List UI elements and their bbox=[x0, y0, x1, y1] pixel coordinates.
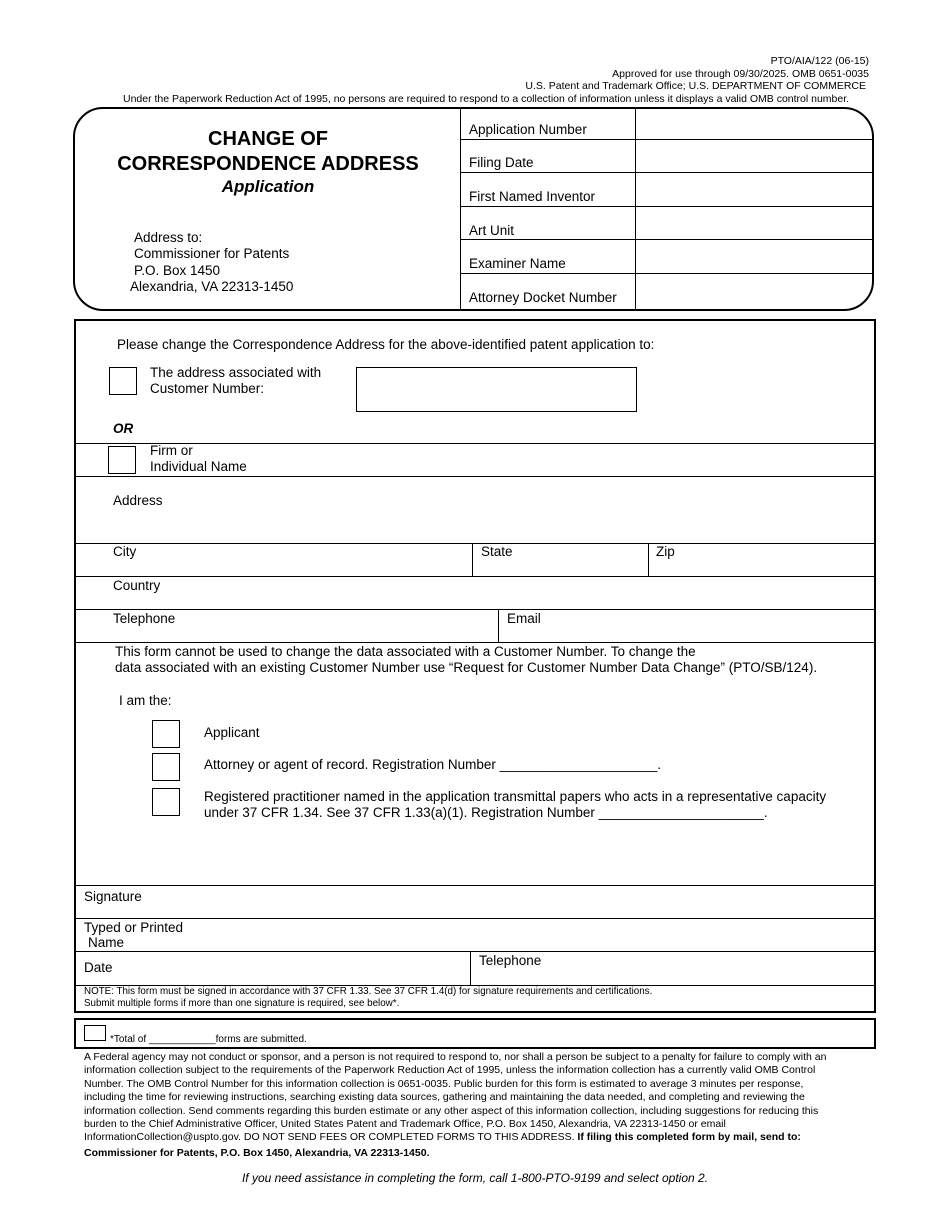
first-named-inventor-label: First Named Inventor bbox=[469, 189, 596, 204]
application-number-label: Application Number bbox=[469, 122, 587, 137]
burden-mail-instruction: If filing this completed form by mail, send to: bbox=[577, 1131, 801, 1144]
attorney-checkbox[interactable] bbox=[152, 753, 180, 781]
firm-label-2: Individual Name bbox=[150, 459, 247, 474]
paperwork-notice: Under the Paperwork Reduction Act of 1995, no persons are required to respond to a collection of information unless it displays a valid OMB control number. bbox=[123, 93, 850, 105]
practitioner-option-2: under 37 CFR 1.34. See 37 CFR 1.33(a)(1). Registration Number ______________________. bbox=[204, 805, 768, 820]
examiner-name-label: Examiner Name bbox=[469, 256, 566, 271]
form-subtitle: Application bbox=[221, 177, 315, 196]
customer-number-input[interactable] bbox=[356, 367, 637, 412]
email-label: Email bbox=[507, 611, 541, 626]
signature-note-2: Submit multiple forms if more than one signature is required, see below*. bbox=[84, 998, 400, 1009]
total-forms-checkbox[interactable] bbox=[84, 1025, 106, 1041]
burden-line: information collection subject to the requirements of the Paperwork Reduction Act of 1995, unless the information collection has a currently valid OMB Control bbox=[84, 1064, 816, 1077]
applicant-checkbox[interactable] bbox=[152, 720, 180, 748]
typed-name-label-2: Name bbox=[88, 935, 125, 950]
or-separator: OR bbox=[113, 421, 134, 436]
intro-text: Please change the Correspondence Address for the above-identified patent application to: bbox=[117, 337, 655, 352]
practitioner-option-1: Registered practitioner named in the application transmittal papers who acts in a representative capacity bbox=[204, 789, 827, 804]
burden-line: A Federal agency may not conduct or sponsor, and a person is not required to respond to, nor shall a person be subject to a penalty for failure to comply with an bbox=[84, 1051, 827, 1063]
title-line-2: CORRESPONDENCE ADDRESS bbox=[117, 153, 419, 175]
burden-line: Number. The OMB Control Number for this information collection is 0651-0035. Public burden for this form is estimated to average 3 minutes per response, bbox=[84, 1077, 804, 1090]
customer-number-note-1: This form cannot be used to change the data associated with a Customer Number. To change the bbox=[115, 644, 696, 659]
zip-label: Zip bbox=[656, 544, 675, 559]
firm-name-checkbox[interactable] bbox=[108, 446, 136, 474]
country-label: Country bbox=[113, 578, 161, 593]
total-forms-text: *Total of ____________forms are submitted. bbox=[110, 1034, 307, 1045]
customer-number-note-2: data associated with an existing Customer Number use “Request for Customer Number Data Change” (PTO/SB/124). bbox=[115, 660, 818, 675]
address-to-line-4: Alexandria, VA 22313-1450 bbox=[130, 279, 294, 294]
burden-line: including the time for reviewing instructions, searching existing data sources, gathering and maintaining the data needed, and completing and reviewing the bbox=[84, 1091, 805, 1104]
assistance-footer: If you need assistance in completing the form, call 1-800-PTO-9199 and select option 2. bbox=[241, 1171, 709, 1185]
burden-mail-address: Commissioner for Patents, P.O. Box 1450, Alexandria, VA 22313-1450. bbox=[84, 1146, 430, 1159]
address-to-line-2: Commissioner for Patents bbox=[134, 246, 290, 261]
burden-line: information collection. Send comments regarding this burden estimate or any other aspect of this information collection, including suggestions for reducing this bbox=[84, 1104, 819, 1117]
address-label: Address bbox=[113, 493, 163, 508]
burden-email-line: InformationCollection@uspto.gov. DO NOT SEND FEES OR COMPLETED FORMS TO THIS ADDRESS. bbox=[84, 1131, 578, 1144]
signature-note-1: NOTE: This form must be signed in accordance with 37 CFR 1.33. See 37 CFR 1.4(d) for signature requirements and certifications. bbox=[84, 986, 653, 997]
title-line-1: CHANGE OF bbox=[208, 128, 328, 150]
agency-name: U.S. Patent and Trademark Office; U.S. DEPARTMENT OF COMMERCE bbox=[525, 80, 866, 92]
firm-label-1: Firm or bbox=[150, 443, 193, 458]
i-am-the-label: I am the: bbox=[119, 693, 172, 708]
burden-statement bbox=[84, 1051, 826, 1160]
burden-line bbox=[84, 1131, 826, 1144]
signature-label: Signature bbox=[84, 889, 142, 904]
art-unit-label: Art Unit bbox=[469, 223, 515, 238]
typed-name-label-1: Typed or Printed bbox=[84, 920, 184, 935]
filing-date-label: Filing Date bbox=[469, 155, 534, 170]
burden-line: burden to the Chief Administrative Officer, United States Patent and Trademark Office, P.O. Box 1450, Alexandria, VA 22313-1450 or email bbox=[84, 1118, 726, 1131]
telephone-label: Telephone bbox=[113, 611, 176, 626]
omb-approval: Approved for use through 09/30/2025. OMB 0651-0035 bbox=[612, 68, 869, 80]
applicant-option: Applicant bbox=[204, 725, 260, 740]
practitioner-checkbox[interactable] bbox=[152, 788, 180, 816]
address-to-line-3: P.O. Box 1450 bbox=[134, 263, 221, 278]
attorney-option: Attorney or agent of record. Registration Number _____________________. bbox=[204, 757, 662, 772]
form-id: PTO/AIA/122 (06-15) bbox=[770, 55, 869, 67]
address-to-label: Address to: bbox=[134, 230, 203, 245]
state-label: State bbox=[481, 544, 513, 559]
signature-telephone-label: Telephone bbox=[479, 953, 542, 968]
attorney-docket-number-label: Attorney Docket Number bbox=[469, 290, 617, 305]
customer-number-label-2: Customer Number: bbox=[150, 381, 265, 396]
form-title bbox=[85, 127, 451, 177]
customer-number-label-1: The address associated with bbox=[150, 365, 322, 380]
customer-number-checkbox[interactable] bbox=[109, 367, 137, 395]
city-label: City bbox=[113, 544, 137, 559]
date-label: Date bbox=[84, 960, 113, 975]
